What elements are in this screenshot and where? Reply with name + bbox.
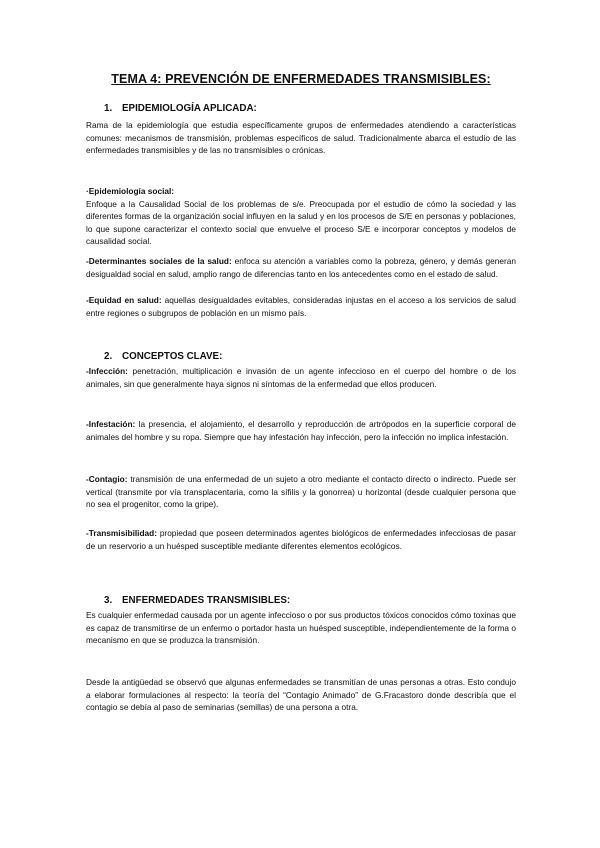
infestacion-paragraph: [86, 418, 516, 443]
section-1-intro: Rama de la epidemiología que estudia específicamente grupos de enfermedades atendiendo a características comunes: mecanismos de transmisión, problemas específicos de salud. Tradicionalmente abarca el estudio de las enfermedades transmisibles y de las no transmisibles o crónicas.: [86, 120, 516, 156]
epidemiologia-social-label: ·Epidemiología social:: [86, 186, 175, 196]
transmisibilidad-paragraph: [86, 527, 516, 552]
infeccion-label: -Infección:: [86, 366, 128, 376]
determinantes-paragraph: [86, 255, 516, 280]
section-3-number: 3.: [104, 595, 113, 606]
infestacion-label: -Infestación:: [86, 419, 136, 429]
epidemiologia-social-text: Enfoque a la Causalidad Social de los problemas de s/e. Preocupada por el estudio de cómo la sociedad y las diferentes formas de la organización social influyen en la salud y en los procesos de S/E en personas y poblaciones, lo que supone caracterizar el contexto social que envuelve el proceso S/E e incorporar conceptos y modelos de causalidad social.: [86, 198, 516, 247]
section-2-number: 2.: [104, 351, 113, 362]
section-3-heading: [104, 595, 290, 606]
determinantes-text: enfoca su atención a variables como la pobreza, género, y demás generan desigualdad social en salud, amplio rango de diferencias tanto en los antecedentes como en el estado de salud.: [86, 256, 517, 279]
contagio-label: -Contagio:: [86, 474, 128, 484]
section-2-title: CONCEPTOS CLAVE:: [122, 351, 223, 362]
enfermedades-transmisibles-definition: Es cualquier enfermedad causada por un agente infeccioso o por sus productos tóxicos conocidos cómo toxinas que es capaz de transmitirse de un enfermo o portador hasta un huésped susceptible, independientemente de la forma o mecanismo en que se produzca la transmisión.: [86, 610, 516, 646]
equidad-text: aquellas desigualdades evitables, consideradas injustas en el acceso a los servicios de salud entre regiones o subgrupos de población en un mismo país.: [86, 295, 516, 318]
infeccion-paragraph: [86, 365, 516, 390]
transmisibilidad-text: propiedad que poseen determinados agentes biológicos de enfermedades infecciosas de pasar de un reservorio a un huésped susceptible mediante diferentes elementos ecológicos.: [86, 528, 516, 551]
equidad-paragraph: [86, 294, 516, 319]
section-1-heading: [104, 103, 257, 114]
contagio-animado-paragraph: Desde la antigüedad se observó que algunas enfermedades se transmitían de unas personas a otras. Esto condujo a elaborar formulaciones al respecto: la teoría del “Contagio Animado” de G.Fracastoro donde describía que el contagio se debía al paso de seminarias (semillas) de una persona a otra.: [86, 677, 516, 713]
equidad-label: -Equidad en salud:: [86, 295, 162, 305]
transmisibilidad-label: -Transmisibilidad:: [86, 528, 157, 538]
contagio-paragraph: [86, 473, 516, 511]
section-3-title: ENFERMEDADES TRANSMISIBLES:: [122, 595, 291, 606]
section-1-title: EPIDEMIOLOGÍA APLICADA:: [122, 103, 257, 114]
epidemiologia-social-paragraph: [86, 185, 516, 248]
infeccion-text: penetración, multiplicación e invasión de un agente infeccioso en el cuerpo del hombre o de los animales, sin que generalmente haya signos ni síntomas de la enfermedad que ellos producen.: [86, 366, 516, 389]
infestacion-text: la presencia, el alojamiento, el desarrollo y reproducción de artrópodos en la superficie corporal de animales del hombre y su ropa. Siempre que hay infestación hay infección, pero la infección no implica infestación.: [86, 419, 516, 442]
contagio-text: transmisión de una enfermedad de un sujeto a otro mediante el contacto directo o indirecto. Puede ser vertical (transmite por vía transplacentaria, como la sífilis y la gonorrea) u horizontal (desde cualquier persona que no sea el progenitor, como la gripe).: [86, 474, 516, 510]
page-title: TEMA 4: PREVENCIÓN DE ENFERMEDADES TRANSMISIBLES:: [111, 72, 491, 86]
section-2-heading: [104, 351, 222, 362]
section-1-number: 1.: [104, 103, 113, 114]
determinantes-label: -Determinantes sociales de la salud:: [86, 256, 232, 266]
